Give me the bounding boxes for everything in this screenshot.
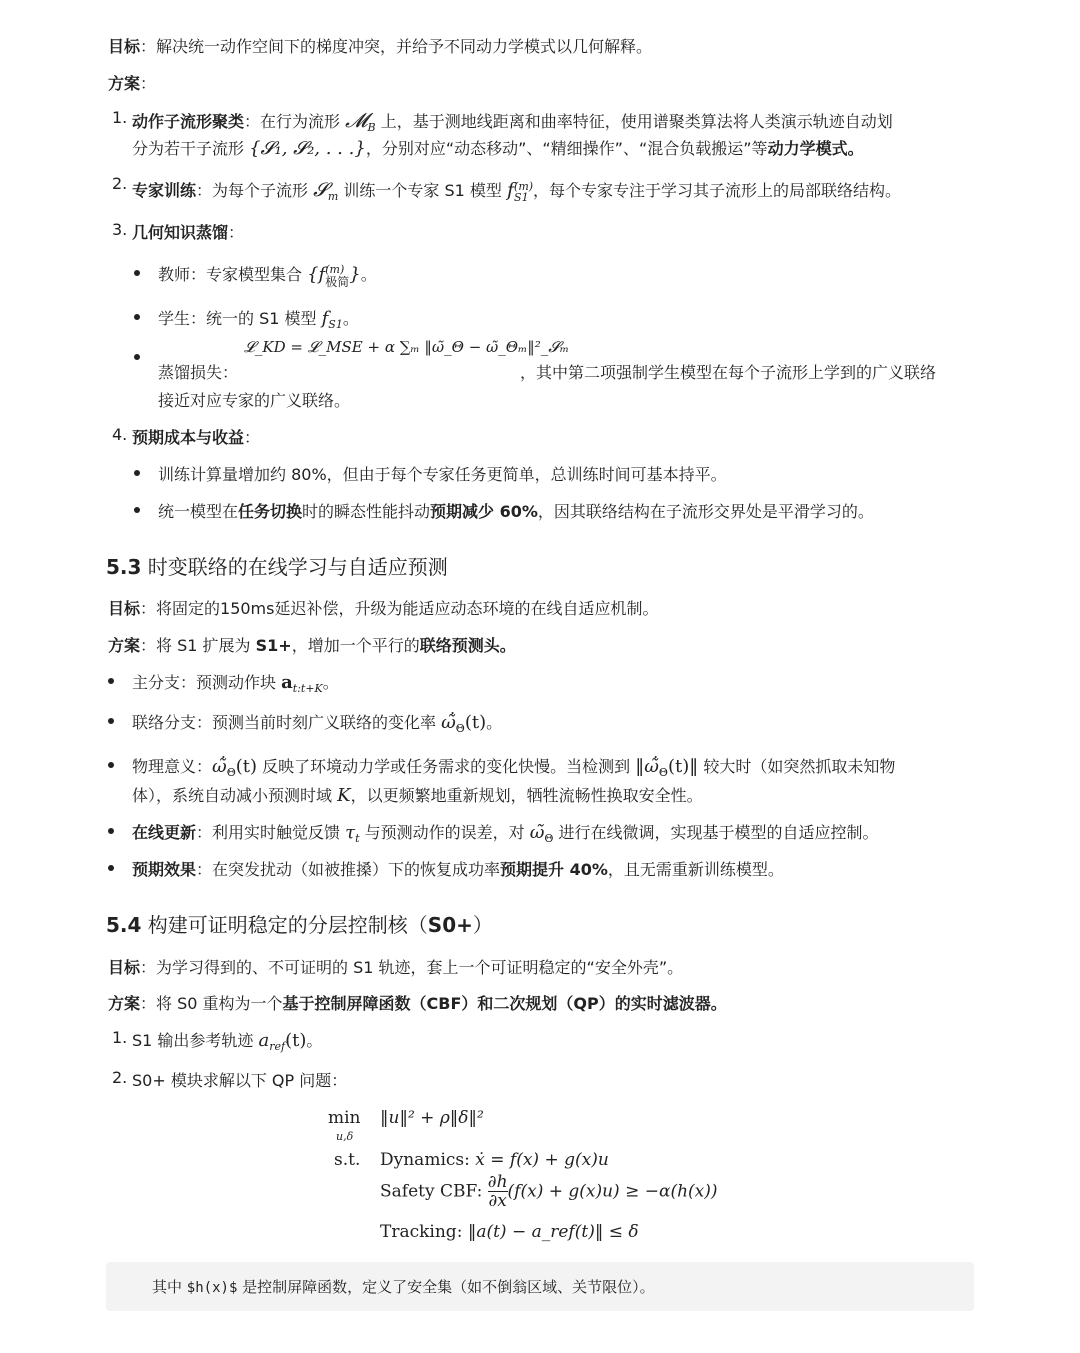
bullet-dot [134, 470, 140, 476]
plan-text: ，增加一个平行的 [291, 636, 420, 655]
math-sub: Θ [544, 832, 554, 846]
goal-label: 目标 [108, 37, 141, 56]
item-text: 。 [306, 1031, 323, 1050]
section-title: 时变联络的在线学习与自适应预测 [147, 555, 448, 579]
goal-label: 目标 [108, 599, 141, 618]
math-sub: 极简 [325, 274, 350, 289]
bullet-item [158, 462, 727, 485]
section-number: 5.4 [106, 913, 142, 937]
item-text: 蒸馏损失： [158, 363, 239, 382]
math-inline: ‖ω̃̇ [635, 756, 659, 777]
item-text: ，分别对应“动态移动”、“精细操作”、“混合负载搬运”等 [365, 139, 768, 158]
item-text: 。 [486, 713, 503, 732]
math-inline: {f [307, 264, 326, 285]
item-text: ：为每个子流形 [196, 181, 309, 200]
qp-tracking [380, 1222, 639, 1242]
math-sub: S1 [514, 190, 529, 204]
item-text: 接近对应专家的广义联络。 [158, 391, 351, 410]
item-bold: 任务切换 [238, 502, 303, 521]
math-inline: 𝓜 [345, 108, 368, 132]
bullet-dot [134, 314, 140, 320]
qp-dynamics [380, 1150, 609, 1170]
item-bold: 预期效果 [132, 860, 197, 879]
qp-min [328, 1108, 361, 1128]
list-item [112, 1068, 348, 1091]
note-text [152, 1276, 655, 1297]
qp-constraint: (f(x) + g(x)u) ≥ −α(h(x)) [507, 1181, 718, 1202]
item-bold: 预期减少 60% [430, 502, 538, 521]
bullet-dot [134, 270, 140, 276]
bullet-item [158, 360, 238, 383]
item-text: ：在突发扰动（如被推搡）下的恢复成功率 [196, 860, 501, 879]
goal-text: ：解决统一动作空间下的梯度冲突，并给予不同动力学模式以几何解释。 [140, 37, 653, 56]
plan-bold: 联络预测头。 [419, 636, 516, 655]
item-text: 上，基于测地线距离和曲率特征，使用谱聚类算法将人类演示轨迹自动划 [380, 112, 893, 131]
math-inline: K [337, 785, 351, 806]
item-text: ，其中第二项强制学生模型在每个子流形上学到的广义联络 [520, 363, 937, 382]
math-sup: (m) [325, 262, 345, 276]
math-inline: (t)‖ [667, 756, 699, 777]
qp-subject-to: s.t. [334, 1150, 361, 1170]
note-text-part: 是控制屏障函数，定义了安全集（如不倒翁区域、关节限位）。 [242, 1278, 655, 1296]
section-title: 构建可证明稳定的分层控制核（ [147, 913, 428, 937]
plan-paragraph [108, 991, 727, 1014]
goal-paragraph [108, 596, 658, 619]
section-heading [106, 551, 448, 580]
goal-paragraph [108, 955, 683, 978]
bullet-item [158, 499, 874, 522]
bullet-dot [108, 762, 114, 768]
item-text: 主分支：预测动作块 [132, 673, 277, 692]
bullet-dot [108, 678, 114, 684]
qp-constraint-label: Tracking: [380, 1222, 463, 1242]
list-number: 2. [112, 1068, 128, 1087]
item-bold: 在线更新 [132, 823, 197, 842]
distillation-loss-formula: 𝓛_KD = 𝓛_MSE + α ∑ₘ ‖ω̃_Θ − ω̃_Θₘ‖²_𝓢ₘ [244, 338, 570, 356]
math-inline: (t) [235, 756, 258, 777]
list-item [112, 1028, 323, 1054]
bullet-item [132, 670, 339, 695]
bullet-item [132, 857, 784, 880]
item-text: ，因其联络结构在子流形交界处是平滑学习的。 [537, 502, 874, 521]
item-text: 训练计算量增加约 80%，但由于每个专家任务更简单，总训练时间可基本持平。 [158, 465, 727, 484]
qp-fraction-denominator: ∂x [488, 1191, 507, 1211]
list-item [112, 174, 902, 204]
section-heading [106, 909, 493, 938]
item-title: 动作子流形聚类 [132, 112, 245, 131]
plan-text: ：将 S0 重构为一个 [140, 994, 283, 1013]
qp-constraint: ‖a(t) − a_ref(t)‖ ≤ δ [467, 1222, 639, 1242]
list-number: 3. [112, 220, 128, 239]
plan-colon: ： [140, 74, 157, 93]
plan-paragraph [108, 633, 516, 656]
list-item [112, 425, 261, 448]
plan-label: 方案 [108, 636, 141, 655]
qp-constraint: ẋ = f(x) + g(x)u [475, 1150, 609, 1170]
bullet-item-continuation [132, 783, 703, 806]
goal-paragraph [108, 34, 652, 57]
item-title: 专家训练 [132, 181, 197, 200]
list-item [112, 220, 245, 243]
bullet-dot [108, 865, 114, 871]
note-text-part: 其中 [152, 1278, 183, 1296]
math-sub: t [355, 832, 360, 846]
math-inline: (t) [285, 1030, 307, 1051]
qp-fraction [488, 1173, 508, 1210]
bullet-item [132, 820, 879, 845]
qp-min-operator: min [328, 1108, 361, 1128]
item-text: 与预测动作的误差，对 [364, 823, 525, 842]
item-text: 联络分支：预测当前时刻广义联络的变化率 [132, 713, 437, 732]
item-text: 较大时（如突然抓取未知物 [703, 757, 896, 776]
item-text: 。 [360, 265, 377, 284]
note-block [106, 1262, 974, 1311]
item-title: 几何知识蒸馏 [132, 223, 229, 242]
qp-cbf [380, 1173, 718, 1210]
math-inline: f [506, 179, 515, 201]
qp-constraint-label: Dynamics: [380, 1150, 470, 1170]
math-sub: S1 [328, 318, 343, 332]
bullet-dot [108, 828, 114, 834]
item-text: ，每个专家专注于学习其子流形上的局部联络结构。 [533, 181, 902, 200]
plan-bold: S1+ [255, 636, 292, 655]
list-number: 1. [112, 1028, 128, 1047]
math-inline: {𝓢₁, 𝓢₂, . . .} [249, 138, 366, 159]
item-text: ：利用实时触觉反馈 [196, 823, 341, 842]
item-title: 预期成本与收益 [132, 428, 245, 447]
qp-min-subscript: u,δ [336, 1130, 354, 1143]
section-title-bold: S0+ [427, 913, 473, 937]
item-text: 训练一个专家 S1 模型 [343, 181, 502, 200]
math-inline: ω̃̇ [441, 712, 456, 733]
item-text: ： [228, 223, 245, 242]
item-text: 统一模型在 [158, 502, 239, 521]
plan-text: ：将 S1 扩展为 [140, 636, 251, 655]
plan-label: 方案 [108, 74, 141, 93]
bullet-dot [134, 354, 140, 360]
item-text: 物理意义： [132, 757, 213, 776]
bullet-dot [108, 718, 114, 724]
inline-code: $h(x)$ [186, 1280, 238, 1296]
math-sub: Θ [455, 722, 465, 736]
item-text: 时的瞬态性能抖动 [302, 502, 431, 521]
item-bold: 动力学模式。 [767, 139, 864, 158]
math-inline: ω̃̇ [212, 756, 227, 777]
math-sup: (m) [514, 179, 534, 193]
item-bold: 预期提升 40% [500, 860, 608, 879]
bullet-item [158, 306, 359, 331]
section-title: ） [472, 913, 493, 937]
math-inline: (t) [464, 712, 487, 733]
math-sub: ref [269, 1040, 286, 1054]
item-text: 分为若干子流形 [132, 139, 245, 158]
item-text: 。 [322, 673, 339, 692]
item-text: 体），系统自动减小预测时域 [132, 786, 333, 805]
math-inline: a [281, 672, 293, 693]
bullet-item [132, 710, 502, 735]
math-inline: ω̃ [529, 822, 545, 843]
math-sub: t:t+K [292, 682, 323, 696]
list-number: 1. [112, 108, 128, 127]
math-inline: a [258, 1030, 270, 1051]
item-text: 教师：专家模型集合 [158, 265, 303, 284]
math-inline: 𝓢 [313, 179, 328, 201]
math-sub: Θ [226, 766, 236, 780]
plan-label: 方案 [108, 994, 141, 1013]
math-sub: Θ [658, 766, 668, 780]
qp-constraint-label: Safety CBF: [380, 1181, 483, 1202]
item-text: 进行在线微调，实现基于模型的自适应控制。 [558, 823, 879, 842]
goal-label: 目标 [108, 958, 141, 977]
plan-bold: 基于控制屏障函数（CBF）和二次规划（QP）的实时滤波器。 [282, 994, 727, 1013]
bullet-item [158, 262, 377, 288]
list-item [112, 108, 893, 135]
math-inline: } [349, 264, 361, 285]
section-number: 5.3 [106, 555, 142, 579]
list-number: 4. [112, 425, 128, 444]
math-sub: B [367, 121, 376, 135]
item-text: ，以更频繁地重新规划，牺牲流畅性换取安全性。 [350, 786, 703, 805]
item-text: 学生：统一的 S1 模型 [158, 309, 317, 328]
qp-fraction-numerator: ∂h [487, 1172, 508, 1192]
goal-text: ：将固定的150ms延迟补偿，升级为能适应动态环境的在线自适应机制。 [140, 599, 659, 618]
math-inline: τ [345, 822, 356, 843]
plan-paragraph [108, 71, 156, 94]
item-text: ： [244, 428, 261, 447]
list-number: 2. [112, 174, 128, 193]
item-text: 。 [342, 309, 359, 328]
bullet-dot [134, 507, 140, 513]
math-inline: f [321, 308, 329, 329]
item-text: ：在行为流形 [244, 112, 341, 131]
list-item-continuation [132, 136, 864, 159]
qp-objective: ‖u‖² + ρ‖δ‖² [380, 1108, 484, 1128]
item-text: ，且无需重新训练模型。 [607, 860, 784, 879]
goal-text: ：为学习得到的、不可证明的 S1 轨迹，套上一个可证明稳定的“安全外壳”。 [140, 958, 684, 977]
item-text: S0+ 模块求解以下 QP 问题： [132, 1071, 348, 1090]
bullet-item [132, 754, 895, 779]
math-sub: m [327, 190, 339, 204]
item-text: 反映了环境动力学或任务需求的变化快慢。当检测到 [262, 757, 631, 776]
item-text: S1 输出参考轨迹 [132, 1031, 254, 1050]
